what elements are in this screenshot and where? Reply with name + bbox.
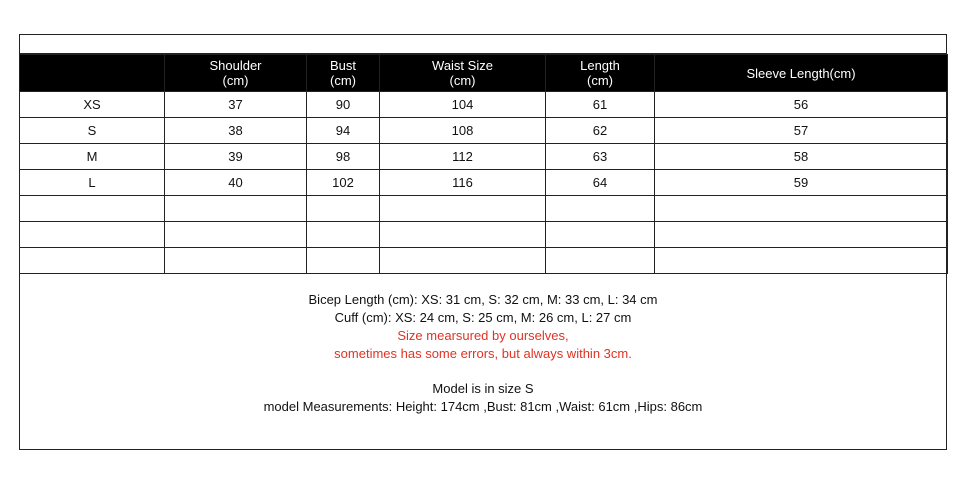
measurement-warning-line1: Size mearsured by ourselves, (397, 328, 569, 343)
cell-shoulder: 37 (165, 92, 307, 118)
table-row-empty (20, 196, 948, 222)
header-waist: Waist Size (cm) (380, 55, 546, 92)
cell-bust: 102 (307, 170, 380, 196)
cell-waist: 116 (380, 170, 546, 196)
cell-length: 64 (546, 170, 655, 196)
header-sleeve: Sleeve Length(cm) (655, 55, 948, 92)
cell-sleeve: 59 (655, 170, 948, 196)
cell-size (20, 196, 165, 222)
cell-length: 62 (546, 118, 655, 144)
cell-bust: 98 (307, 144, 380, 170)
cell-size: XS (20, 92, 165, 118)
cell-waist (380, 222, 546, 248)
cell-waist: 104 (380, 92, 546, 118)
cell-size: S (20, 118, 165, 144)
table-row-empty (20, 248, 948, 274)
cell-sleeve: 57 (655, 118, 948, 144)
model-size-note: Model is in size S (432, 381, 534, 396)
cell-size (20, 222, 165, 248)
cell-bust (307, 196, 380, 222)
bicep-length-note: Bicep Length (cm): XS: 31 cm, S: 32 cm, M: 33 cm, L: 34 cm (308, 292, 658, 307)
cell-shoulder (165, 196, 307, 222)
table-row (20, 92, 948, 118)
top-spacer-row (20, 35, 946, 54)
cell-size: L (20, 170, 165, 196)
cell-sleeve: 56 (655, 92, 948, 118)
cell-sleeve (655, 196, 948, 222)
measurement-notes (20, 274, 946, 416)
table-row (20, 118, 948, 144)
notes-spacer (20, 363, 946, 380)
table-header-row (20, 55, 948, 92)
header-bust: Bust (cm) (307, 55, 380, 92)
cell-shoulder (165, 248, 307, 274)
cell-waist: 112 (380, 144, 546, 170)
cell-size (20, 248, 165, 274)
cell-shoulder (165, 222, 307, 248)
header-size (20, 55, 165, 92)
size-chart-frame (19, 34, 947, 450)
cell-sleeve: 58 (655, 144, 948, 170)
cell-size: M (20, 144, 165, 170)
cell-bust: 90 (307, 92, 380, 118)
model-measurements-note: model Measurements: Height: 174cm ,Bust: 81cm ,Waist: 61cm ,Hips: 86cm (263, 399, 703, 414)
header-length: Length (cm) (546, 55, 655, 92)
cell-length (546, 222, 655, 248)
table-row (20, 144, 948, 170)
cuff-note: Cuff (cm): XS: 24 cm, S: 25 cm, M: 26 cm, L: 27 cm (334, 310, 632, 325)
cell-waist (380, 196, 546, 222)
cell-shoulder: 38 (165, 118, 307, 144)
size-table (19, 54, 948, 274)
header-shoulder: Shoulder (cm) (165, 55, 307, 92)
cell-bust (307, 248, 380, 274)
cell-length: 63 (546, 144, 655, 170)
cell-waist: 108 (380, 118, 546, 144)
cell-waist (380, 248, 546, 274)
table-row (20, 170, 948, 196)
cell-length (546, 196, 655, 222)
cell-bust (307, 222, 380, 248)
cell-shoulder: 40 (165, 170, 307, 196)
table-row-empty (20, 222, 948, 248)
cell-sleeve (655, 248, 948, 274)
cell-bust: 94 (307, 118, 380, 144)
cell-sleeve (655, 222, 948, 248)
cell-shoulder: 39 (165, 144, 307, 170)
cell-length: 61 (546, 92, 655, 118)
measurement-warning-line2: sometimes has some errors, but always within 3cm. (334, 346, 632, 361)
cell-length (546, 248, 655, 274)
